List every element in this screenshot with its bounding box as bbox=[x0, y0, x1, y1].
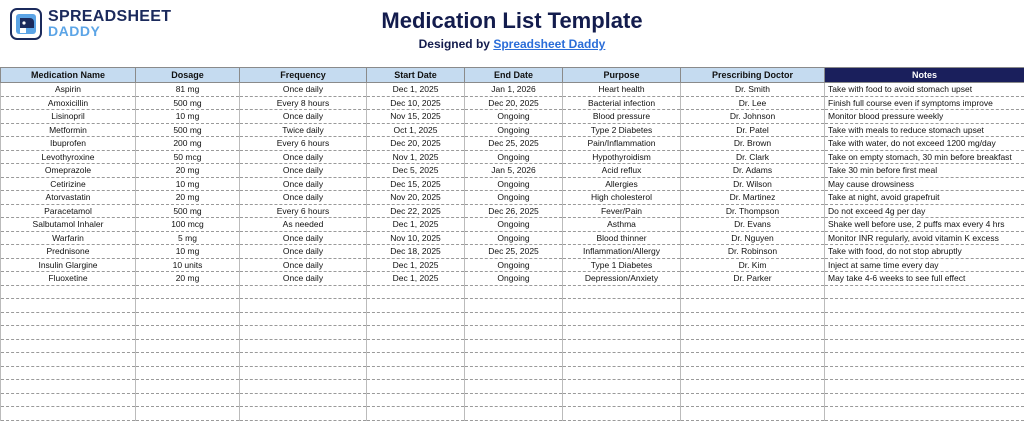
table-row bbox=[1, 123, 1024, 137]
table-cell[interactable]: Every 6 hours bbox=[240, 204, 367, 218]
table-cell[interactable] bbox=[1, 285, 136, 299]
table-row bbox=[1, 245, 1024, 259]
table-cell[interactable]: 10 mg bbox=[136, 110, 240, 124]
table-cell[interactable] bbox=[136, 380, 240, 394]
table-cell[interactable]: Every 8 hours bbox=[240, 96, 367, 110]
table-cell[interactable]: Acid reflux bbox=[563, 164, 681, 178]
table-row bbox=[1, 191, 1024, 205]
table-header-row bbox=[1, 68, 1024, 83]
table-cell[interactable] bbox=[136, 393, 240, 407]
table-cell[interactable]: 10 mg bbox=[136, 245, 240, 259]
table-cell[interactable] bbox=[563, 366, 681, 380]
table-cell[interactable]: Dec 22, 2025 bbox=[367, 204, 465, 218]
table-cell[interactable]: Dr. Nguyen bbox=[681, 231, 825, 245]
table-cell[interactable] bbox=[367, 285, 465, 299]
table-row bbox=[1, 83, 1024, 97]
table-cell[interactable] bbox=[1, 393, 136, 407]
table-cell[interactable]: 100 mcg bbox=[136, 218, 240, 232]
table-cell[interactable]: Dr. Wilson bbox=[681, 177, 825, 191]
table-cell[interactable]: Ibuprofen bbox=[1, 137, 136, 151]
table-cell[interactable] bbox=[240, 407, 367, 421]
table-cell[interactable]: Type 1 Diabetes bbox=[563, 258, 681, 272]
spreadsheet-daddy-link[interactable]: Spreadsheet Daddy bbox=[493, 37, 605, 51]
table-cell[interactable] bbox=[681, 366, 825, 380]
table-cell[interactable]: 81 mg bbox=[136, 83, 240, 97]
table-cell[interactable]: Ongoing bbox=[465, 191, 563, 205]
table-cell[interactable] bbox=[1, 312, 136, 326]
table-cell[interactable]: Lisinopril bbox=[1, 110, 136, 124]
notes-cell[interactable] bbox=[825, 380, 1024, 394]
table-cell[interactable]: Dr. Clark bbox=[681, 150, 825, 164]
notes-cell[interactable]: Take with meals to reduce stomach upset bbox=[825, 123, 1024, 137]
table-cell[interactable]: Every 6 hours bbox=[240, 137, 367, 151]
table-cell[interactable]: Jan 1, 2026 bbox=[465, 83, 563, 97]
table-cell[interactable]: Amoxicillin bbox=[1, 96, 136, 110]
table-cell[interactable]: Dr. Kim bbox=[681, 258, 825, 272]
notes-cell[interactable]: Finish full course even if symptoms improve bbox=[825, 96, 1024, 110]
table-cell[interactable] bbox=[136, 366, 240, 380]
table-cell[interactable]: Once daily bbox=[240, 110, 367, 124]
table-cell[interactable]: Paracetamol bbox=[1, 204, 136, 218]
table-row bbox=[1, 177, 1024, 191]
table-cell[interactable] bbox=[681, 326, 825, 340]
table-cell[interactable] bbox=[1, 339, 136, 353]
empty-row bbox=[1, 380, 1024, 394]
table-cell[interactable]: As needed bbox=[240, 218, 367, 232]
table-cell[interactable]: Ongoing bbox=[465, 110, 563, 124]
table-cell[interactable] bbox=[563, 326, 681, 340]
table-cell[interactable] bbox=[465, 366, 563, 380]
notes-cell[interactable]: Take with water, do not exceed 1200 mg/day bbox=[825, 137, 1024, 151]
table-row bbox=[1, 96, 1024, 110]
table-cell[interactable] bbox=[367, 366, 465, 380]
table-cell[interactable] bbox=[136, 285, 240, 299]
table-row bbox=[1, 204, 1024, 218]
table-cell[interactable]: Dec 5, 2025 bbox=[367, 164, 465, 178]
table-cell[interactable] bbox=[563, 339, 681, 353]
table-cell[interactable] bbox=[240, 380, 367, 394]
table-cell[interactable] bbox=[681, 285, 825, 299]
notes-cell[interactable] bbox=[825, 366, 1024, 380]
table-cell[interactable]: Blood thinner bbox=[563, 231, 681, 245]
notes-cell[interactable] bbox=[825, 407, 1024, 421]
notes-cell[interactable]: Take at night, avoid grapefruit bbox=[825, 191, 1024, 205]
table-cell[interactable] bbox=[367, 407, 465, 421]
table-cell[interactable]: Blood pressure bbox=[563, 110, 681, 124]
table-cell[interactable] bbox=[136, 312, 240, 326]
table-cell[interactable]: Bacterial infection bbox=[563, 96, 681, 110]
table-row bbox=[1, 218, 1024, 232]
table-cell[interactable]: 200 mg bbox=[136, 137, 240, 151]
table-cell[interactable] bbox=[465, 312, 563, 326]
table-cell[interactable] bbox=[563, 299, 681, 313]
table-cell[interactable]: Dec 25, 2025 bbox=[465, 245, 563, 259]
table-cell[interactable]: Dr. Evans bbox=[681, 218, 825, 232]
table-cell[interactable] bbox=[367, 299, 465, 313]
medication-table bbox=[0, 67, 1024, 421]
table-row bbox=[1, 164, 1024, 178]
column-header[interactable]: Dosage bbox=[136, 68, 240, 83]
empty-row bbox=[1, 285, 1024, 299]
table-cell[interactable]: Dr. Parker bbox=[681, 272, 825, 286]
designed-by-prefix: Designed by bbox=[419, 37, 494, 51]
notes-cell[interactable]: Shake well before use, 2 puffs max every 4 hrs bbox=[825, 218, 1024, 232]
table-cell[interactable]: Hypothyroidism bbox=[563, 150, 681, 164]
table-cell[interactable] bbox=[367, 393, 465, 407]
table-cell[interactable]: Warfarin bbox=[1, 231, 136, 245]
table-cell[interactable]: Once daily bbox=[240, 177, 367, 191]
table-cell[interactable]: 10 units bbox=[136, 258, 240, 272]
table-cell[interactable]: Once daily bbox=[240, 191, 367, 205]
notes-cell[interactable]: May take 4-6 weeks to see full effect bbox=[825, 272, 1024, 286]
table-cell[interactable] bbox=[136, 326, 240, 340]
table-cell[interactable] bbox=[465, 393, 563, 407]
table-cell[interactable] bbox=[136, 407, 240, 421]
table-cell[interactable] bbox=[563, 353, 681, 367]
table-cell[interactable]: 50 mcg bbox=[136, 150, 240, 164]
table-cell[interactable] bbox=[136, 353, 240, 367]
table-cell[interactable] bbox=[465, 353, 563, 367]
table-cell[interactable]: 5 mg bbox=[136, 231, 240, 245]
table-cell[interactable]: Salbutamol Inhaler bbox=[1, 218, 136, 232]
table-cell[interactable] bbox=[1, 407, 136, 421]
table-cell[interactable]: Dec 1, 2025 bbox=[367, 83, 465, 97]
table-cell[interactable]: Fever/Pain bbox=[563, 204, 681, 218]
empty-row bbox=[1, 339, 1024, 353]
table-cell[interactable]: High cholesterol bbox=[563, 191, 681, 205]
notes-cell[interactable]: Take on empty stomach, 30 min before breakfast bbox=[825, 150, 1024, 164]
table-cell[interactable]: Dec 15, 2025 bbox=[367, 177, 465, 191]
table-row bbox=[1, 137, 1024, 151]
table-cell[interactable]: Metformin bbox=[1, 123, 136, 137]
table-cell[interactable]: Ongoing bbox=[465, 258, 563, 272]
table-cell[interactable]: Once daily bbox=[240, 164, 367, 178]
table-cell[interactable] bbox=[465, 339, 563, 353]
table-cell[interactable] bbox=[367, 312, 465, 326]
table-cell[interactable]: Ongoing bbox=[465, 123, 563, 137]
table-cell[interactable] bbox=[1, 380, 136, 394]
table-cell[interactable] bbox=[681, 393, 825, 407]
table-cell[interactable] bbox=[367, 326, 465, 340]
notes-cell[interactable]: Monitor blood pressure weekly bbox=[825, 110, 1024, 124]
table-row bbox=[1, 258, 1024, 272]
table-cell[interactable] bbox=[465, 326, 563, 340]
table-cell[interactable] bbox=[240, 299, 367, 313]
notes-cell[interactable] bbox=[825, 326, 1024, 340]
column-header[interactable]: Medication Name bbox=[1, 68, 136, 83]
table-cell[interactable] bbox=[1, 366, 136, 380]
table-cell[interactable]: Dec 1, 2025 bbox=[367, 258, 465, 272]
table-cell[interactable]: Dr. Lee bbox=[681, 96, 825, 110]
empty-row bbox=[1, 312, 1024, 326]
table-cell[interactable] bbox=[136, 299, 240, 313]
table-row bbox=[1, 272, 1024, 286]
column-header[interactable]: Purpose bbox=[563, 68, 681, 83]
table-cell[interactable]: Allergies bbox=[563, 177, 681, 191]
table-cell[interactable]: Dr. Patel bbox=[681, 123, 825, 137]
notes-cell[interactable]: Inject at same time every day bbox=[825, 258, 1024, 272]
table-cell[interactable]: Nov 1, 2025 bbox=[367, 150, 465, 164]
table-cell[interactable] bbox=[465, 380, 563, 394]
table-cell[interactable]: Prednisone bbox=[1, 245, 136, 259]
notes-cell[interactable]: Take with food to avoid stomach upset bbox=[825, 83, 1024, 97]
table-cell[interactable]: Atorvastatin bbox=[1, 191, 136, 205]
notes-cell[interactable]: May cause drowsiness bbox=[825, 177, 1024, 191]
table-cell[interactable]: Omeprazole bbox=[1, 164, 136, 178]
table-cell[interactable] bbox=[367, 353, 465, 367]
table-cell[interactable] bbox=[136, 339, 240, 353]
table-cell[interactable] bbox=[1, 299, 136, 313]
table-cell[interactable] bbox=[240, 285, 367, 299]
table-cell[interactable]: Dec 1, 2025 bbox=[367, 272, 465, 286]
table-cell[interactable]: Jan 5, 2026 bbox=[465, 164, 563, 178]
table-cell[interactable]: Inflammation/Allergy bbox=[563, 245, 681, 259]
notes-cell[interactable]: Take 30 min before first meal bbox=[825, 164, 1024, 178]
table-cell[interactable]: 10 mg bbox=[136, 177, 240, 191]
table-cell[interactable]: Dec 20, 2025 bbox=[465, 96, 563, 110]
table-cell[interactable] bbox=[240, 326, 367, 340]
table-cell[interactable]: 500 mg bbox=[136, 96, 240, 110]
table-cell[interactable]: Once daily bbox=[240, 258, 367, 272]
table-cell[interactable] bbox=[681, 407, 825, 421]
table-cell[interactable] bbox=[681, 299, 825, 313]
notes-cell[interactable]: Do not exceed 4g per day bbox=[825, 204, 1024, 218]
table-cell[interactable]: Once daily bbox=[240, 245, 367, 259]
table-cell[interactable]: Ongoing bbox=[465, 177, 563, 191]
table-cell[interactable] bbox=[240, 312, 367, 326]
table-cell[interactable] bbox=[681, 339, 825, 353]
table-cell[interactable]: Aspirin bbox=[1, 83, 136, 97]
table-cell[interactable]: Dr. Robinson bbox=[681, 245, 825, 259]
table-cell[interactable]: Dec 1, 2025 bbox=[367, 218, 465, 232]
table-cell[interactable]: Cetirizine bbox=[1, 177, 136, 191]
table-cell[interactable]: 500 mg bbox=[136, 204, 240, 218]
notes-cell[interactable] bbox=[825, 312, 1024, 326]
table-cell[interactable]: Nov 20, 2025 bbox=[367, 191, 465, 205]
table-cell[interactable]: Dr. Smith bbox=[681, 83, 825, 97]
table-row bbox=[1, 110, 1024, 124]
table-cell[interactable] bbox=[1, 326, 136, 340]
table-cell[interactable] bbox=[563, 312, 681, 326]
table-cell[interactable]: Once daily bbox=[240, 231, 367, 245]
table-cell[interactable] bbox=[240, 339, 367, 353]
table-cell[interactable]: 20 mg bbox=[136, 164, 240, 178]
table-cell[interactable] bbox=[240, 353, 367, 367]
table-cell[interactable]: Dr. Adams bbox=[681, 164, 825, 178]
table-cell[interactable]: Once daily bbox=[240, 83, 367, 97]
notes-cell[interactable] bbox=[825, 339, 1024, 353]
table-cell[interactable]: Ongoing bbox=[465, 272, 563, 286]
table-cell[interactable]: Nov 15, 2025 bbox=[367, 110, 465, 124]
table-cell[interactable]: Ongoing bbox=[465, 150, 563, 164]
table-cell[interactable]: Dec 25, 2025 bbox=[465, 137, 563, 151]
table-cell[interactable] bbox=[240, 393, 367, 407]
table-cell[interactable] bbox=[681, 353, 825, 367]
column-header[interactable]: Frequency bbox=[240, 68, 367, 83]
brand-name-secondary: DADDY bbox=[48, 24, 171, 39]
table-cell[interactable]: 20 mg bbox=[136, 191, 240, 205]
table-cell[interactable]: Asthma bbox=[563, 218, 681, 232]
table-cell[interactable]: Fluoxetine bbox=[1, 272, 136, 286]
table-cell[interactable] bbox=[563, 285, 681, 299]
table-cell[interactable]: 20 mg bbox=[136, 272, 240, 286]
empty-row bbox=[1, 366, 1024, 380]
empty-row bbox=[1, 326, 1024, 340]
table-cell[interactable]: Dr. Johnson bbox=[681, 110, 825, 124]
table-cell[interactable]: Dec 10, 2025 bbox=[367, 96, 465, 110]
table-cell[interactable]: Dr. Thompson bbox=[681, 204, 825, 218]
table-cell[interactable] bbox=[465, 407, 563, 421]
empty-row bbox=[1, 407, 1024, 421]
notes-cell[interactable] bbox=[825, 393, 1024, 407]
brand-name: SPREADSHEET bbox=[48, 9, 171, 24]
table-cell[interactable] bbox=[465, 285, 563, 299]
column-header[interactable]: Start Date bbox=[367, 68, 465, 83]
notes-cell[interactable] bbox=[825, 285, 1024, 299]
table-cell[interactable] bbox=[1, 353, 136, 367]
notes-cell[interactable] bbox=[825, 353, 1024, 367]
table-cell[interactable] bbox=[563, 393, 681, 407]
table-cell[interactable]: Insulin Glargine bbox=[1, 258, 136, 272]
table-cell[interactable]: Dec 26, 2025 bbox=[465, 204, 563, 218]
table-cell[interactable] bbox=[681, 312, 825, 326]
table-cell[interactable]: Once daily bbox=[240, 150, 367, 164]
notes-cell[interactable]: Monitor INR regularly, avoid vitamin K excess bbox=[825, 231, 1024, 245]
table-cell[interactable]: Dec 18, 2025 bbox=[367, 245, 465, 259]
table-cell[interactable] bbox=[367, 339, 465, 353]
table-cell[interactable]: Twice daily bbox=[240, 123, 367, 137]
table-cell[interactable]: Depression/Anxiety bbox=[563, 272, 681, 286]
empty-row bbox=[1, 299, 1024, 313]
table-cell[interactable]: Dr. Martinez bbox=[681, 191, 825, 205]
table-cell[interactable] bbox=[240, 366, 367, 380]
empty-row bbox=[1, 393, 1024, 407]
table-row bbox=[1, 231, 1024, 245]
table-cell[interactable]: Pain/Inflammation bbox=[563, 137, 681, 151]
column-header[interactable]: End Date bbox=[465, 68, 563, 83]
table-cell[interactable]: Dec 20, 2025 bbox=[367, 137, 465, 151]
column-header[interactable]: Prescribing Doctor bbox=[681, 68, 825, 83]
table-cell[interactable] bbox=[681, 380, 825, 394]
table-cell[interactable] bbox=[563, 407, 681, 421]
notes-cell[interactable] bbox=[825, 299, 1024, 313]
table-cell[interactable]: Ongoing bbox=[465, 231, 563, 245]
table-cell[interactable]: Ongoing bbox=[465, 218, 563, 232]
table-cell[interactable] bbox=[367, 380, 465, 394]
empty-row bbox=[1, 353, 1024, 367]
table-cell[interactable]: Nov 10, 2025 bbox=[367, 231, 465, 245]
notes-cell[interactable]: Take with food, do not stop abruptly bbox=[825, 245, 1024, 259]
table-cell[interactable]: 500 mg bbox=[136, 123, 240, 137]
table-cell[interactable]: Once daily bbox=[240, 272, 367, 286]
table-cell[interactable]: Type 2 Diabetes bbox=[563, 123, 681, 137]
table-cell[interactable] bbox=[465, 299, 563, 313]
table-cell[interactable]: Dr. Brown bbox=[681, 137, 825, 151]
designed-by-line bbox=[0, 37, 1024, 51]
column-header-notes[interactable]: Notes bbox=[825, 68, 1024, 83]
table-row bbox=[1, 150, 1024, 164]
page-title: Medication List Template bbox=[0, 8, 1024, 34]
table-cell[interactable]: Heart health bbox=[563, 83, 681, 97]
table-cell[interactable] bbox=[563, 380, 681, 394]
table-cell[interactable]: Levothyroxine bbox=[1, 150, 136, 164]
table-cell[interactable]: Oct 1, 2025 bbox=[367, 123, 465, 137]
